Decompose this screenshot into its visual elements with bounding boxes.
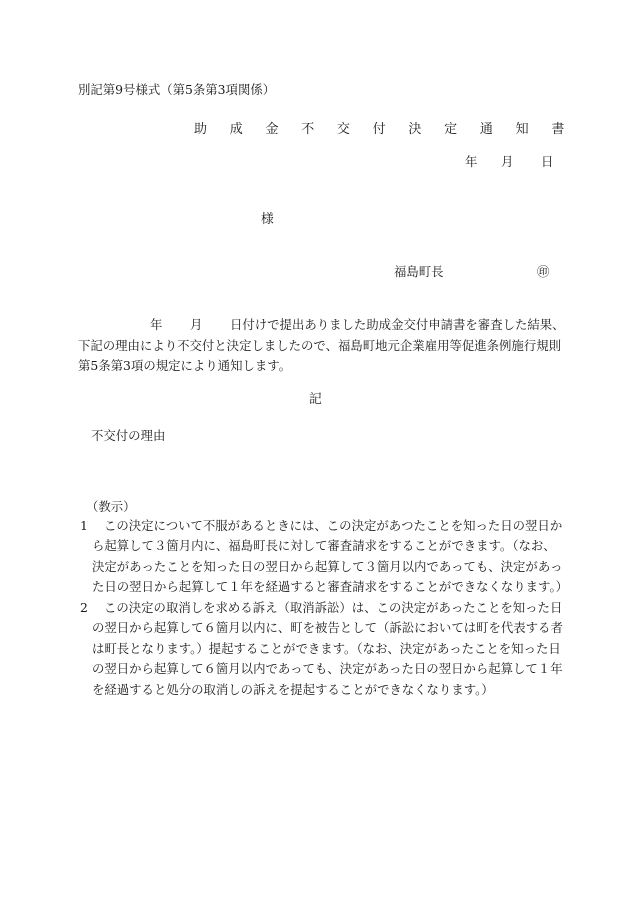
ki-heading: 記 <box>309 392 322 407</box>
date-year: 年 <box>465 154 478 169</box>
seal-mark: ㊞ <box>537 264 550 279</box>
reason-label: 不交付の理由 <box>91 428 166 443</box>
addressee-suffix: 様 <box>261 212 274 227</box>
notice-text: この決定の取消しを求める訴え（取消訴訟）は、この決定があったことを知った日の翌日から起算して６箇月以内に、町を被告として（訴訟においては町を代表する者は町長となります。）提起することができます。（なお、決定があったことを知った日の翌日から起算して６箇月以内であっても、決定があった日の翌日から起算して１年を経過すると処分の取消しの訴えを提起することができなくなります。） <box>92 600 563 697</box>
notice-item <box>78 516 569 598</box>
body-rest: 下記の理由により不交付と決定しましたので、福島町地元企業雇用等促進条例施行規則第5条第3項の規定により通知します。 <box>78 337 561 373</box>
notice-number: 2 <box>80 600 88 615</box>
body-month: 月 <box>190 317 203 332</box>
notice-item <box>78 598 564 700</box>
date-day: 日 <box>541 154 554 169</box>
form-label: 別記第9号様式（第5条第3項関係） <box>78 82 276 97</box>
notice-text: この決定について不服があるときには、この決定があつたことを知った日の翌日から起算して３箇月内に、福島町長に対して審査請求をすることができます。（なお、決定があったことを知った日の翌日から起算して３箇月以内であっても、決定があった日の翌日から起算して１年を経過すると審査請求をすることができなくなります。） <box>92 518 569 595</box>
notice-number: 1 <box>80 518 88 533</box>
notice-body <box>78 315 564 377</box>
date-month: 月 <box>501 154 514 169</box>
body-year: 年 <box>150 317 163 332</box>
issue-date <box>465 152 553 170</box>
kyoji-label: （教示） <box>86 499 136 514</box>
document-title: 助 成 金 不 交 付 決 定 通 知 書 <box>194 122 574 137</box>
body-line1-rest: 日付けで提出ありました助成金交付申請書を審査した結果、 <box>230 317 565 332</box>
issuer-name: 福島町長 <box>394 264 444 279</box>
